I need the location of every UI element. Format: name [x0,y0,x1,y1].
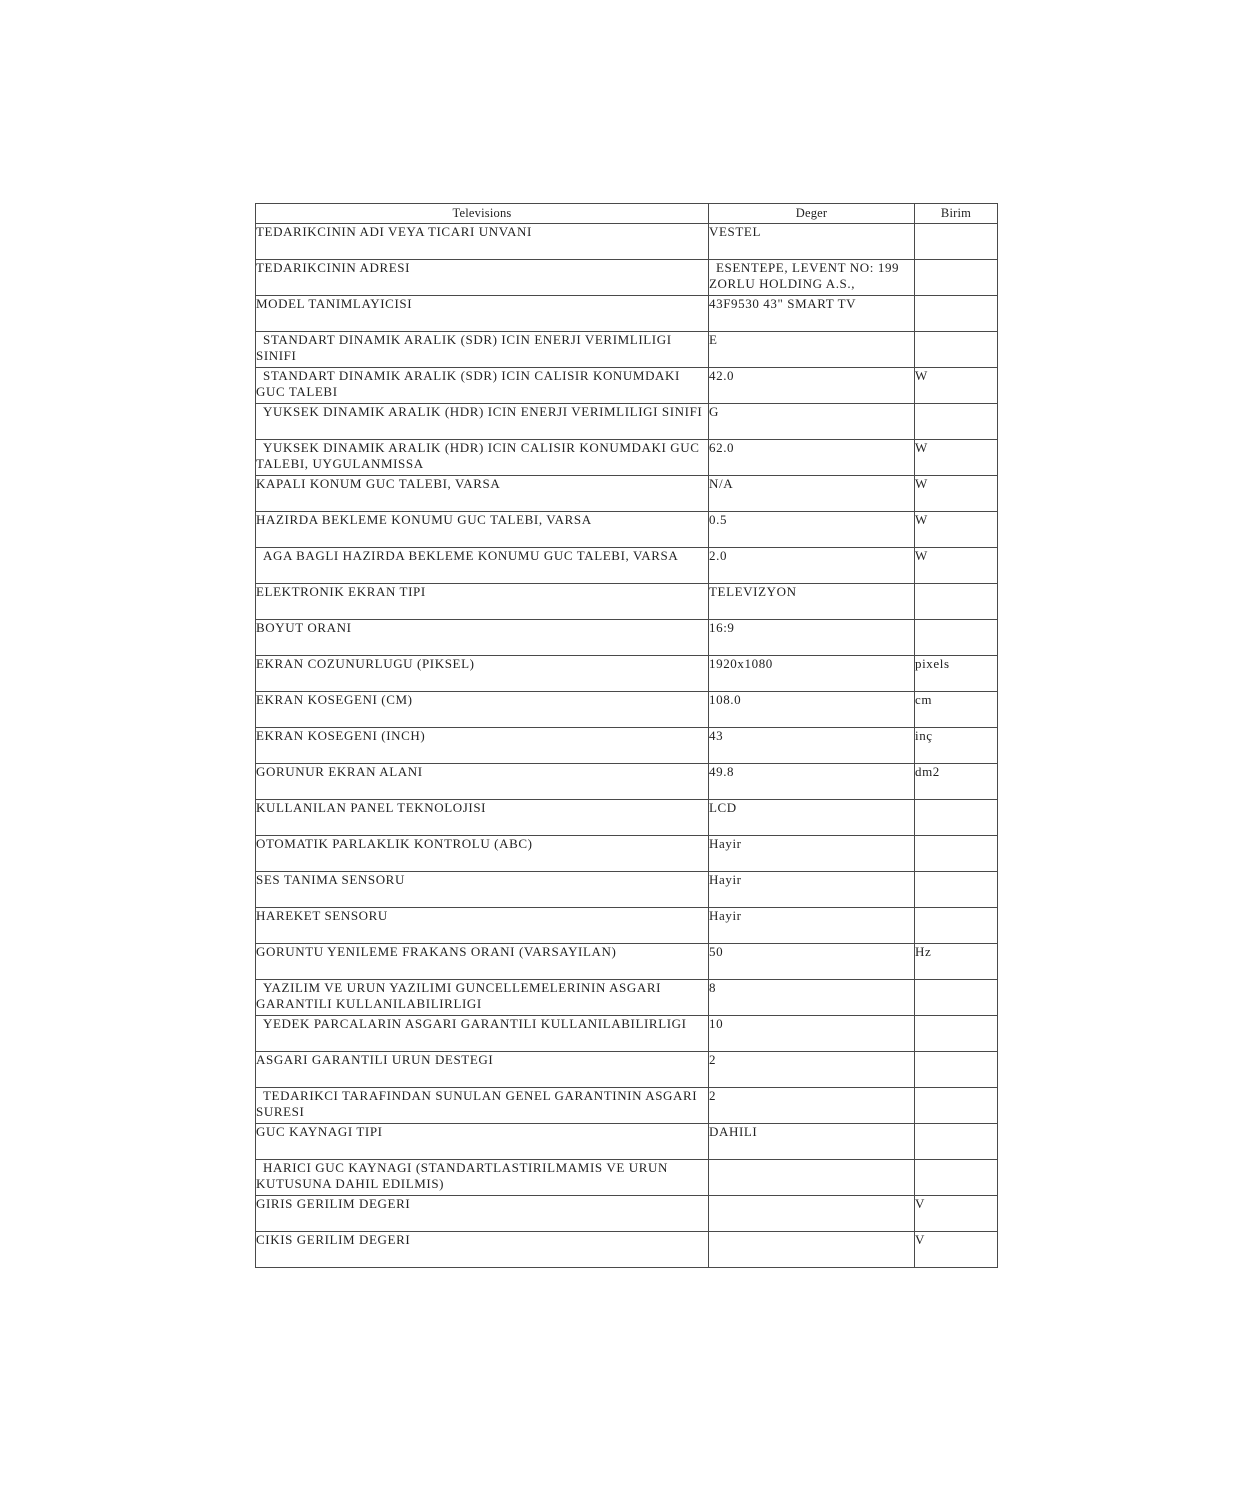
table-row [256,548,998,584]
table-row [256,872,998,908]
spec-unit: W [915,476,998,512]
spec-label: EKRAN KOSEGENI (INCH) [256,728,709,764]
spec-value: 49.8 [709,764,915,800]
spec-label: ELEKTRONIK EKRAN TIPI [256,584,709,620]
spec-unit [915,620,998,656]
table-row [256,1052,998,1088]
spec-table-body [256,224,998,1268]
spec-label: BOYUT ORANI [256,620,709,656]
spec-unit [915,872,998,908]
table-row [256,512,998,548]
spec-label: TEDARIKCI TARAFINDAN SUNULAN GENEL GARANTININ ASGARI SURESI [256,1088,709,1124]
table-row [256,908,998,944]
spec-label: HAZIRDA BEKLEME KONUMU GUC TALEBI, VARSA [256,512,709,548]
table-row [256,764,998,800]
spec-label: TEDARIKCININ ADRESI [256,260,709,296]
spec-value [709,1160,915,1196]
spec-label: OTOMATIK PARLAKLIK KONTROLU (ABC) [256,836,709,872]
spec-value: 42.0 [709,368,915,404]
spec-value: 62.0 [709,440,915,476]
spec-unit: W [915,368,998,404]
table-row [256,1196,998,1232]
spec-label: EKRAN KOSEGENI (CM) [256,692,709,728]
table-row [256,800,998,836]
table-row [256,980,998,1016]
spec-unit [915,1016,998,1052]
spec-label: KAPALI KONUM GUC TALEBI, VARSA [256,476,709,512]
header-deger: Deger [709,204,915,224]
spec-unit: dm2 [915,764,998,800]
spec-unit: W [915,548,998,584]
spec-unit [915,260,998,296]
table-row [256,332,998,368]
spec-value: 0.5 [709,512,915,548]
spec-unit: W [915,440,998,476]
table-row [256,296,998,332]
spec-value: ESENTEPE, LEVENT NO: 199 ZORLU HOLDING A.S., [709,260,915,296]
spec-table [255,203,998,1268]
table-row [256,260,998,296]
spec-unit: cm [915,692,998,728]
spec-label: GIRIS GERILIM DEGERI [256,1196,709,1232]
spec-value: 43 [709,728,915,764]
spec-unit [915,224,998,260]
spec-label: AGA BAGLI HAZIRDA BEKLEME KONUMU GUC TALEBI, VARSA [256,548,709,584]
spec-unit: pixels [915,656,998,692]
spec-unit [915,800,998,836]
table-row [256,1088,998,1124]
spec-label: MODEL TANIMLAYICISI [256,296,709,332]
table-header-row [256,204,998,224]
table-row [256,620,998,656]
spec-value: LCD [709,800,915,836]
spec-unit [915,296,998,332]
spec-label: KULLANILAN PANEL TEKNOLOJISI [256,800,709,836]
spec-value: DAHILI [709,1124,915,1160]
spec-label: GUC KAYNAGI TIPI [256,1124,709,1160]
spec-value: N/A [709,476,915,512]
table-row [256,584,998,620]
table-row [256,404,998,440]
spec-label: ASGARI GARANTILI URUN DESTEGI [256,1052,709,1088]
spec-label: GORUNTU YENILEME FRAKANS ORANI (VARSAYILAN) [256,944,709,980]
spec-value: TELEVIZYON [709,584,915,620]
spec-label: HARICI GUC KAYNAGI (STANDARTLASTIRILMAMIS VE URUN KUTUSUNA DAHIL EDILMIS) [256,1160,709,1196]
table-row [256,1124,998,1160]
spec-label: GORUNUR EKRAN ALANI [256,764,709,800]
spec-value: 16:9 [709,620,915,656]
spec-value: 2 [709,1088,915,1124]
spec-label: HAREKET SENSORU [256,908,709,944]
spec-value: 10 [709,1016,915,1052]
spec-unit [915,1160,998,1196]
header-birim: Birim [915,204,998,224]
spec-value: 1920x1080 [709,656,915,692]
table-row [256,224,998,260]
spec-label: TEDARIKCININ ADI VEYA TICARI UNVANI [256,224,709,260]
spec-unit [915,1052,998,1088]
spec-unit [915,836,998,872]
spec-value: E [709,332,915,368]
table-row [256,692,998,728]
spec-value: 50 [709,944,915,980]
spec-unit [915,584,998,620]
spec-unit: V [915,1196,998,1232]
table-row [256,1232,998,1268]
spec-sheet [255,203,997,1268]
spec-value [709,1232,915,1268]
spec-label: YEDEK PARCALARIN ASGARI GARANTILI KULLANILABILIRLIGI [256,1016,709,1052]
spec-label: SES TANIMA SENSORU [256,872,709,908]
table-row [256,656,998,692]
spec-label: CIKIS GERILIM DEGERI [256,1232,709,1268]
spec-value: 108.0 [709,692,915,728]
spec-value [709,1196,915,1232]
header-televisions: Televisions [256,204,709,224]
spec-value: Hayir [709,908,915,944]
spec-unit [915,908,998,944]
table-row [256,368,998,404]
table-row [256,728,998,764]
spec-unit: W [915,512,998,548]
table-row [256,944,998,980]
spec-value: G [709,404,915,440]
spec-unit: inç [915,728,998,764]
spec-unit: Hz [915,944,998,980]
spec-unit: V [915,1232,998,1268]
spec-unit [915,980,998,1016]
table-row [256,476,998,512]
spec-value: VESTEL [709,224,915,260]
spec-label: YUKSEK DINAMIK ARALIK (HDR) ICIN ENERJI VERIMLILIGI SINIFI [256,404,709,440]
spec-label: YAZILIM VE URUN YAZILIMI GUNCELLEMELERININ ASGARI GARANTILI KULLANILABILIRLIGI [256,980,709,1016]
spec-unit [915,1124,998,1160]
spec-value: 8 [709,980,915,1016]
spec-label: STANDART DINAMIK ARALIK (SDR) ICIN ENERJI VERIMLILIGI SINIFI [256,332,709,368]
table-row [256,1160,998,1196]
spec-value: Hayir [709,836,915,872]
table-row [256,1016,998,1052]
spec-unit [915,404,998,440]
table-row [256,836,998,872]
spec-label: EKRAN COZUNURLUGU (PIKSEL) [256,656,709,692]
table-row [256,440,998,476]
spec-label: YUKSEK DINAMIK ARALIK (HDR) ICIN CALISIR KONUMDAKI GUC TALEBI, UYGULANMISSA [256,440,709,476]
spec-value: 2 [709,1052,915,1088]
spec-unit [915,332,998,368]
spec-unit [915,1088,998,1124]
spec-value: 2.0 [709,548,915,584]
spec-value: Hayir [709,872,915,908]
spec-label: STANDART DINAMIK ARALIK (SDR) ICIN CALISIR KONUMDAKI GUC TALEBI [256,368,709,404]
spec-value: 43F9530 43" SMART TV [709,296,915,332]
